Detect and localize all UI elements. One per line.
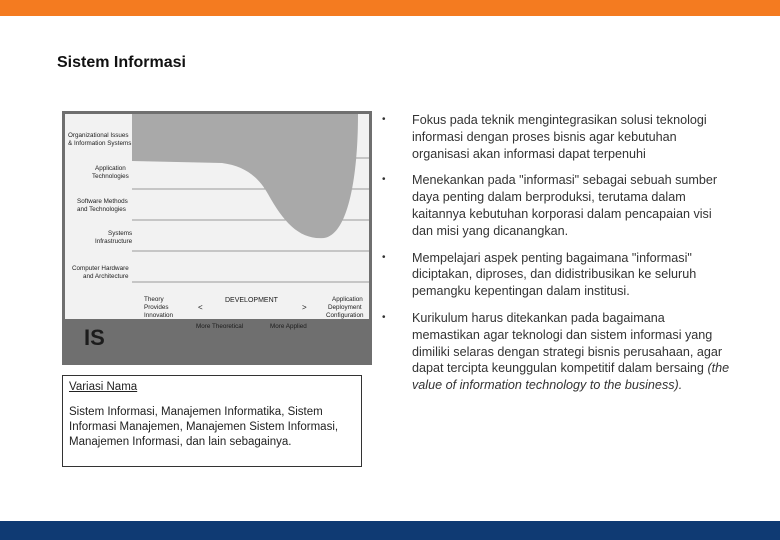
row-label-hw-2: and Architecture xyxy=(83,273,129,280)
top-accent-bar xyxy=(0,0,780,16)
bullet-marker: • xyxy=(382,174,386,186)
row-label-sys-2: Infrastructure xyxy=(95,238,133,245)
bottom-accent-bar xyxy=(0,521,780,540)
is-badge: IS xyxy=(84,325,105,350)
name-variants-box xyxy=(62,375,362,467)
bullet-text: Fokus pada teknik mengintegrasikan solusi teknologi informasi dengan proses bisnis agar kebutuhan organisasi akan informasi dapat terpenuhi xyxy=(412,113,707,161)
bullet-item xyxy=(382,172,730,239)
bullet-list xyxy=(382,112,730,404)
row-label-hw-1: Computer Hardware xyxy=(72,265,129,272)
more-theoretical-label: More Theoretical xyxy=(196,323,244,330)
row-label-sw-2: and Technologies xyxy=(77,206,126,213)
bullet-text: Menekankan pada "informasi" sebagai sebuah sumber daya penting dalam berproduksi, terutama dalam kaitannya kebutuhan korporasi dalam pencapaian visi dan misi yang dicanangkan. xyxy=(412,173,718,238)
left-arrow: < xyxy=(198,303,203,312)
bullet-item xyxy=(382,310,730,394)
row-label-org-2: & Information Systems xyxy=(68,140,132,147)
name-variants-heading: Variasi Nama xyxy=(69,381,138,393)
application-label-3: Configuration xyxy=(326,312,364,319)
application-label-1: Application xyxy=(332,296,363,303)
bullet-marker: • xyxy=(382,114,386,125)
bullet-marker: • xyxy=(382,251,386,263)
theory-label-3: Innovation xyxy=(144,312,174,319)
theory-label-2: Provides xyxy=(144,304,169,311)
bullet-italic-text: (the value of information technology to the business). xyxy=(412,361,730,393)
application-label-2: Deployment xyxy=(328,304,362,311)
bullet-item xyxy=(382,250,730,300)
theory-label-1: Theory xyxy=(144,296,164,303)
row-label-sys-1: Systems xyxy=(108,230,133,237)
bullet-marker: • xyxy=(382,311,386,323)
right-arrow: > xyxy=(302,303,307,312)
bullet-text: Kurikulum harus ditekankan pada bagaimana memastikan agar teknologi dan sistem informasi yang dimiliki selaras dengan strategi bisnis perusahaan, agar dapat tercipta keunggulan kompetitif dalam bersaing xyxy=(412,310,723,376)
bullet-text: Mempelajari aspek penting bagaimana "informasi" diciptakan, diproses, dan didistribusikan ke seluruh pemangku kepentingan dalam institusi. xyxy=(412,250,697,299)
is-discipline-figure xyxy=(62,111,372,365)
row-label-sw-1: Software Methods xyxy=(77,198,128,205)
bullet-item xyxy=(382,112,730,162)
slide-title: Sistem Informasi xyxy=(57,54,186,71)
is-discipline-diagram xyxy=(62,111,372,365)
row-label-app-2: Technologies xyxy=(92,173,129,180)
row-label-app-1: Application xyxy=(95,165,126,172)
name-variants-text: Sistem Informasi, Manajemen Informatika, Sistem Informasi Manajemen, Manajemen Sistem Informasi, Manajemen Informasi, dan lain sebagainya. xyxy=(69,406,339,448)
more-applied-label: More Applied xyxy=(270,323,307,330)
row-label-org-1: Organizational Issues xyxy=(68,132,129,139)
development-label: DEVELOPMENT xyxy=(225,297,278,304)
